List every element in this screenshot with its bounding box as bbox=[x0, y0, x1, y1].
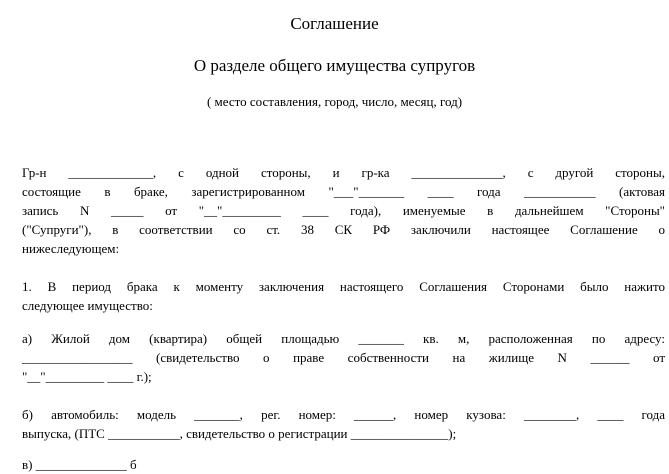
document-title: Соглашение bbox=[290, 14, 379, 33]
clause-a-line: _________________ (свидетельство о праве собственности на жилище N ______ от bbox=[22, 350, 665, 365]
intro-line: нижеследующем: bbox=[22, 241, 120, 256]
clause-a-house bbox=[22, 329, 665, 386]
clause-a-line: "__"_________ ____ г.); bbox=[22, 369, 152, 384]
place-date-note: ( место составления, город, число, месяц, год) bbox=[206, 94, 463, 109]
intro-line: запись N _____ от "__"_________ ____ года), именуемые в дальнейшем "Стороны" bbox=[22, 203, 665, 218]
intro-line: состоящие в браке, зарегистрированном "___"_______ ____ года ___________ (актовая bbox=[22, 184, 665, 199]
clause-b-car bbox=[22, 405, 665, 443]
clause-b-line: выпуска, (ПТС ___________, свидетельство о регистрации _______________); bbox=[22, 426, 457, 441]
clause-1-line: 1. В период брака к моменту заключения настоящего Соглашения Сторонами было нажито bbox=[22, 279, 665, 294]
intro-line: Гр-н _____________, с одной стороны, и гр-ка ______________, с другой стороны, bbox=[22, 165, 665, 180]
clause-a-line: а) Жилой дом (квартира) общей площадью _______ кв. м, расположенная по адресу: bbox=[22, 331, 665, 346]
clause-1-line: следующее имущество: bbox=[22, 298, 153, 313]
clause-b-line: б) автомобиль: модель _______, рег. номер: ______, номер кузова: ________, ____ года bbox=[22, 407, 665, 422]
clause-c-line: в) ______________ б bbox=[22, 457, 137, 472]
intro-paragraph bbox=[22, 163, 665, 258]
document-subtitle: О разделе общего имущества супругов bbox=[193, 56, 476, 75]
clause-1 bbox=[22, 277, 665, 315]
clause-c-partial bbox=[22, 455, 665, 472]
intro-line: ("Супруги"), в соответствии со ст. 38 СК РФ заключили настоящее Соглашение о bbox=[22, 222, 665, 237]
